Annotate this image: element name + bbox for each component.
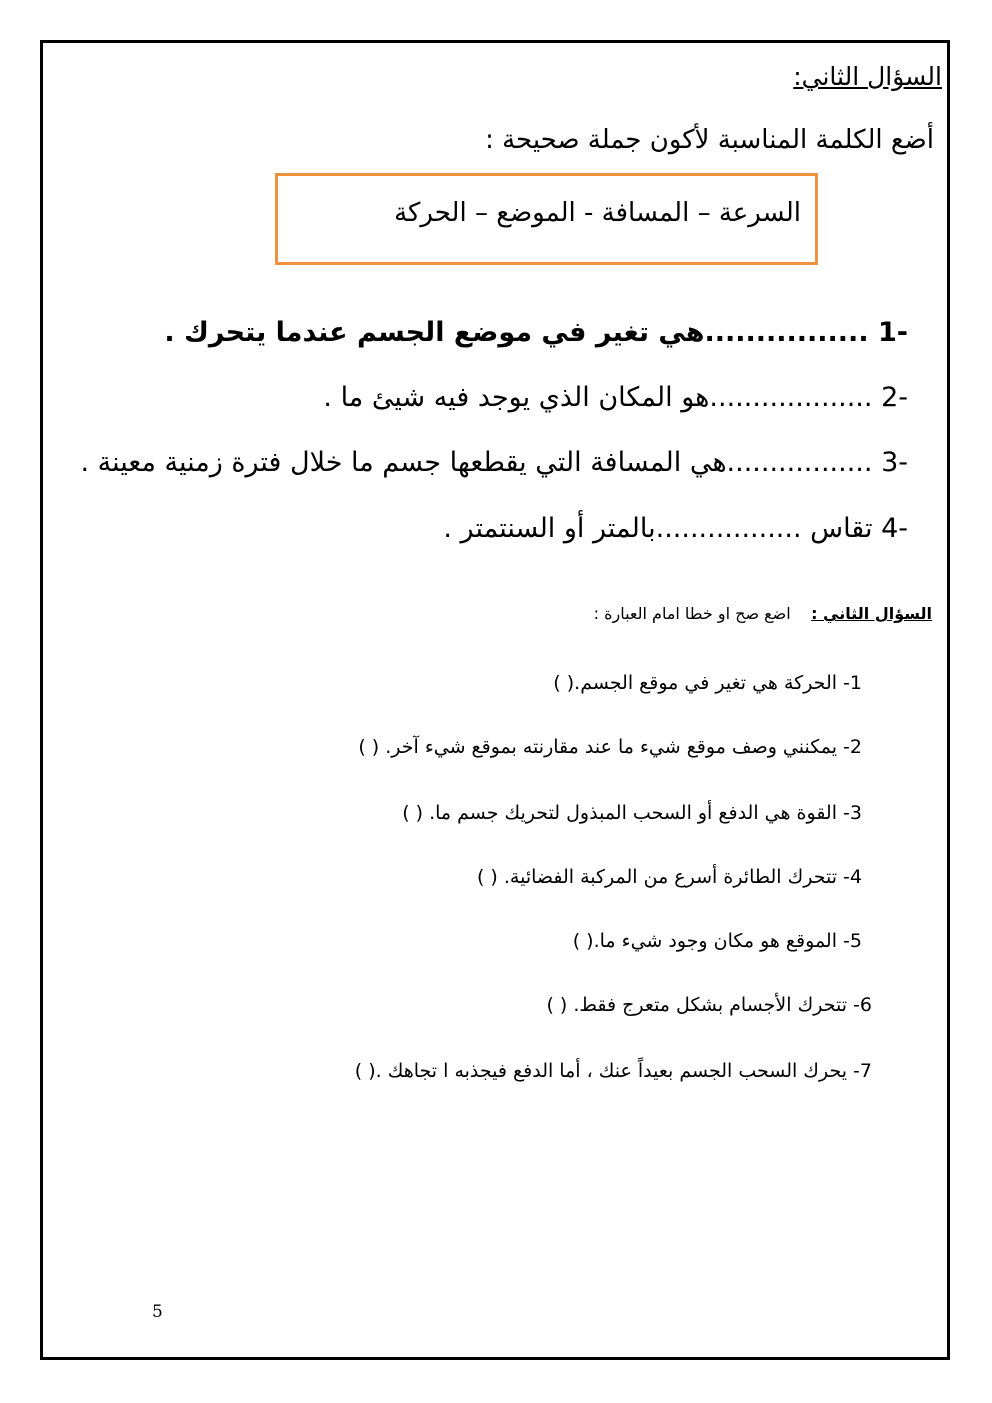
page-number: 5 [152, 1302, 163, 1322]
fill-blank-item-4: -4 تقاس .................بالمتر أو السنتمتر . [443, 513, 908, 544]
fill-blank-item-3: -3 .................هي المسافة التي يقطعها جسم ما خلال فترة زمنية معينة . [80, 447, 908, 478]
true-false-item-2: 2- يمكنني وصف موقع شيء ما عند مقارنته بموقع شيء آخر. ( ) [358, 736, 862, 758]
section2-instruction: اضع صح او خطا امام العبارة : [593, 604, 791, 623]
section2-heading-line [594, 604, 932, 623]
fill-blank-item-1: -1 ................هي تغير في موضع الجسم عندما يتحرك . [164, 317, 908, 348]
true-false-item-1: 1- الحركة هي تغير في موقع الجسم.( ) [553, 672, 862, 694]
fill-blank-item-2: -2 ...................هو المكان الذي يوجد فيه شيئ ما . [323, 382, 908, 413]
true-false-item-6: 6- تتحرك الأجسام بشكل متعرج فقط. ( ) [546, 994, 872, 1016]
section2-heading: السؤال الثاني : [811, 604, 932, 623]
true-false-item-5: 5- الموقع هو مكان وجود شيء ما.( ) [572, 930, 862, 952]
true-false-item-3: 3- القوة هي الدفع أو السحب المبذول لتحريك جسم ما. ( ) [402, 802, 862, 824]
true-false-item-7: 7- يحرك السحب الجسم بعيداً عنك ، أما الدفع فيجذبه ا تجاهك .( ) [354, 1060, 872, 1082]
section1-instruction: أضع الكلمة المناسبة لأكون جملة صحيحة : [485, 125, 934, 155]
true-false-item-4: 4- تتحرك الطائرة أسرع من المركبة الفضائية. ( ) [476, 866, 862, 888]
section1-heading: السؤال الثاني: [793, 62, 942, 91]
word-bank: السرعة – المسافة - الموضع – الحركة [394, 198, 801, 228]
word-bank-box [275, 173, 818, 265]
